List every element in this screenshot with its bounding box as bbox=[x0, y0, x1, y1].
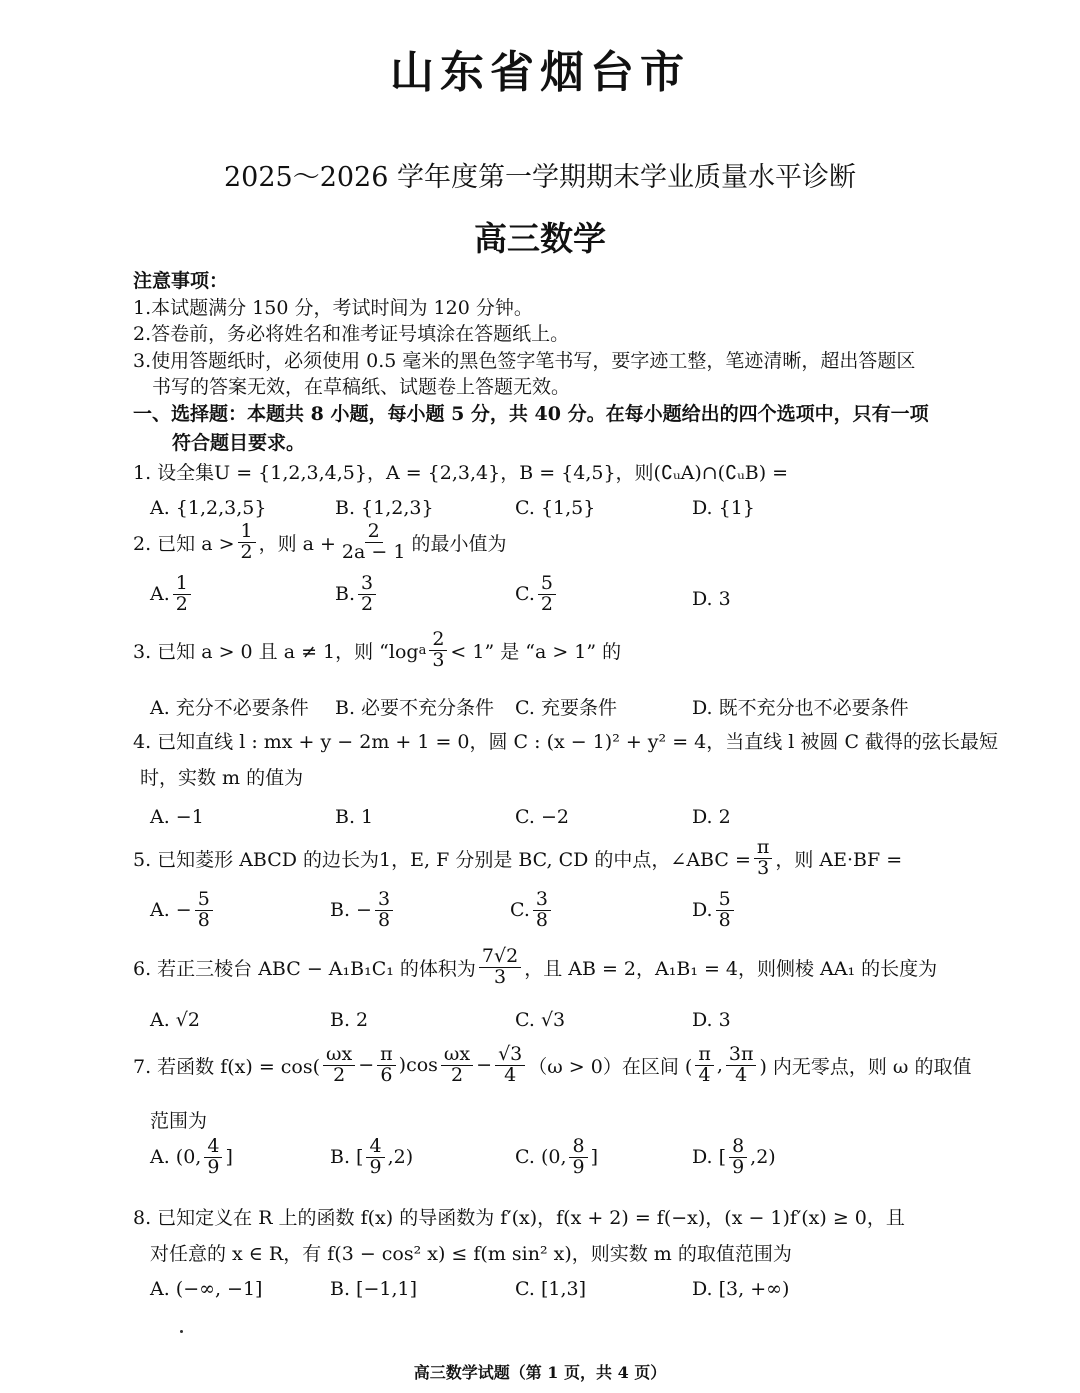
q7-f1-den: 2 bbox=[333, 1063, 346, 1086]
q7-opt-b-post: ,2) bbox=[387, 1146, 414, 1169]
q2-half-den: 2 bbox=[240, 540, 253, 563]
q5-f-den: 3 bbox=[757, 856, 770, 879]
notice-item-3: 3.使用答题纸时，必须使用 0.5 毫米的黑色签字笔书写，要字迹工整，笔迹清晰，超出答题区 bbox=[133, 350, 916, 372]
q7-f3-den: 2 bbox=[450, 1063, 464, 1086]
notice-item-1: 1.本试题满分 150 分，考试时间为 120 分钟。 bbox=[133, 297, 533, 319]
page-footer: 高三数学试题（第 1 页，共 4 页） bbox=[413, 1363, 667, 1382]
question-7-cont: 范围为 bbox=[150, 1110, 208, 1132]
q1-option-a: A. {1,2,3,5} bbox=[150, 497, 267, 519]
q7-frac-4 bbox=[495, 1045, 525, 1086]
notice-item-2: 2.答卷前，务必将姓名和准考证号填涂在答题纸上。 bbox=[133, 323, 570, 345]
q5-option-c bbox=[510, 890, 554, 931]
q7-option-b bbox=[330, 1137, 413, 1178]
q2-opt-a-num: 1 bbox=[173, 574, 191, 595]
q2-option-c bbox=[515, 574, 559, 615]
q3-option-c: C. 充要条件 bbox=[515, 697, 617, 719]
q3-pre: 3. 已知 a > 0 且 a ≠ 1，则 “log bbox=[133, 640, 419, 663]
q2-fraction bbox=[339, 522, 409, 563]
question-2 bbox=[133, 522, 506, 563]
q5-opt-c-den: 8 bbox=[535, 908, 548, 931]
q2-opt-b-label: B. bbox=[335, 583, 356, 606]
q5-f-num: π bbox=[754, 838, 773, 859]
q8-option-a: A. (−∞, −1] bbox=[150, 1278, 263, 1300]
q7-f5-num: π bbox=[695, 1045, 714, 1066]
q3-post: < 1” 是 “a > 1” 的 bbox=[450, 640, 622, 663]
q7-frac-5 bbox=[695, 1045, 714, 1086]
q7-f5-den: 4 bbox=[698, 1063, 711, 1086]
q2-opt-c-frac bbox=[538, 574, 556, 615]
q2-opt-b-den: 2 bbox=[361, 592, 374, 615]
q4-option-c: C. −2 bbox=[515, 806, 569, 828]
q2-option-a bbox=[150, 574, 194, 615]
q2-opt-a-frac bbox=[173, 574, 191, 615]
q7-opt-d-frac bbox=[729, 1137, 747, 1178]
q7-opt-d-post: ,2) bbox=[750, 1146, 776, 1169]
q7-opt-c-frac bbox=[569, 1137, 587, 1178]
q5-opt-d-num: 5 bbox=[716, 890, 734, 911]
q7-option-d bbox=[692, 1137, 776, 1178]
q7-mid-2: （ω > 0）在区间 ( bbox=[528, 1055, 693, 1078]
q4-option-d: D. 2 bbox=[692, 806, 731, 828]
q2-mid: ，则 a + bbox=[258, 532, 336, 555]
q5-opt-c-label: C. bbox=[510, 899, 530, 922]
q6-option-d: D. 3 bbox=[692, 1009, 731, 1031]
q6-post: ，且 AB = 2，A₁B₁ = 4，则侧棱 AA₁ 的长度为 bbox=[524, 957, 938, 980]
section-heading-cont: 符合题目要求。 bbox=[172, 432, 306, 454]
q7-opt-c-post: ] bbox=[590, 1146, 598, 1169]
q7-frac-1 bbox=[323, 1045, 355, 1086]
question-4: 4. 已知直线 l : mx + y − 2m + 1 = 0，圆 C : (x − 1)² + y² = 4，当直线 l 被圆 C 截得的弦长最短 bbox=[133, 731, 999, 753]
q5-opt-b-frac bbox=[375, 890, 393, 931]
q7-comma: , bbox=[716, 1054, 723, 1077]
q5-opt-d-label: D. bbox=[692, 899, 713, 922]
question-6 bbox=[133, 947, 937, 988]
q5-opt-a-num: 5 bbox=[195, 890, 213, 911]
q8-option-b: B. [−1,1] bbox=[330, 1278, 418, 1300]
q7-minus-2: − bbox=[476, 1054, 493, 1077]
q5-post: ，则 AE·BF = bbox=[775, 848, 903, 871]
exam-title: 2025～2026 学年度第一学期期末学业质量水平诊断 bbox=[223, 162, 856, 193]
q1-option-b: B. {1,2,3} bbox=[335, 497, 434, 519]
q7-mid: )cos bbox=[398, 1054, 438, 1077]
q5-opt-c-frac bbox=[533, 890, 551, 931]
question-5 bbox=[133, 838, 902, 879]
q7-frac-2 bbox=[377, 1045, 396, 1086]
q7-post: ) 内无零点，则 ω 的取值 bbox=[759, 1055, 972, 1078]
q4-option-a: A. −1 bbox=[150, 806, 204, 828]
q2-opt-c-num: 5 bbox=[538, 574, 556, 595]
q7-f4-num: √3 bbox=[495, 1045, 525, 1066]
q1-option-c: C. {1,5} bbox=[515, 497, 596, 519]
q3-fraction bbox=[429, 630, 447, 671]
q8-option-c: C. [1,3] bbox=[515, 1278, 586, 1300]
q3-log-base: a bbox=[418, 642, 427, 658]
q7-minus-1: − bbox=[358, 1054, 375, 1077]
q2-opt-c-label: C. bbox=[515, 583, 535, 606]
q2-pre: 2. 已知 a > bbox=[133, 532, 235, 555]
subject-title: 高三数学 bbox=[474, 219, 606, 258]
q7-frac-6 bbox=[726, 1045, 757, 1086]
q5-option-b bbox=[330, 890, 396, 931]
q7-opt-a-pre: A. (0, bbox=[150, 1146, 202, 1169]
stray-dot bbox=[180, 1330, 183, 1333]
q5-opt-a-label: A. − bbox=[150, 899, 192, 922]
question-7 bbox=[133, 1045, 971, 1086]
q3-f-den: 3 bbox=[432, 648, 445, 671]
q2-f-num: 2 bbox=[365, 522, 383, 543]
q3-option-b: B. 必要不充分条件 bbox=[335, 697, 495, 719]
q2-opt-b-frac bbox=[358, 574, 376, 615]
q6-fraction bbox=[479, 947, 521, 988]
q7-opt-c-pre: C. (0, bbox=[515, 1146, 567, 1169]
q5-pre: 5. 已知菱形 ABCD 的边长为1，E, F 分别是 BC, CD 的中点，∠ABC = bbox=[133, 848, 751, 871]
q7-opt-d-num: 8 bbox=[729, 1137, 747, 1158]
q5-opt-d-den: 8 bbox=[718, 908, 731, 931]
section-heading: 一、选择题：本题共 8 小题，每小题 5 分，共 40 分。在每小题给出的四个选项中，只有一项 bbox=[133, 403, 929, 425]
q2-opt-b-num: 3 bbox=[358, 574, 376, 595]
q7-opt-d-den: 9 bbox=[732, 1155, 745, 1178]
q5-opt-c-num: 3 bbox=[533, 890, 551, 911]
q7-f6-den: 4 bbox=[735, 1063, 748, 1086]
q7-opt-b-den: 9 bbox=[369, 1155, 382, 1178]
question-1: 1. 设全集U = {1,2,3,4,5}，A = {2,3,4}，B = {4,5}，则(∁ᵤA)∩(∁ᵤB) = bbox=[133, 462, 789, 484]
q7-opt-b-num: 4 bbox=[366, 1137, 384, 1158]
notice-item-3-cont: 书写的答案无效，在草稿纸、试题卷上答题无效。 bbox=[152, 376, 571, 398]
q8-option-d: D. [3, +∞) bbox=[692, 1278, 790, 1300]
q3-option-d: D. 既不充分也不必要条件 bbox=[692, 697, 909, 719]
q5-opt-a-frac bbox=[195, 890, 213, 931]
q5-opt-b-label: B. − bbox=[330, 899, 372, 922]
q5-opt-b-num: 3 bbox=[375, 890, 393, 911]
q6-option-b: B. 2 bbox=[330, 1009, 369, 1031]
q7-f2-den: 6 bbox=[380, 1063, 393, 1086]
question-8: 8. 已知定义在 R 上的函数 f(x) 的导函数为 f′(x)，f(x + 2) = f(−x)，(x − 1)f′(x) ≥ 0，且 bbox=[133, 1207, 905, 1229]
q7-option-c bbox=[515, 1137, 598, 1178]
q5-opt-a-den: 8 bbox=[197, 908, 210, 931]
question-4-cont: 时，实数 m 的值为 bbox=[140, 767, 304, 789]
q6-option-a: A. √2 bbox=[150, 1009, 200, 1031]
city-heading: 山东省烟台市 bbox=[390, 47, 690, 98]
notice-heading: 注意事项： bbox=[133, 270, 229, 292]
q2-option-d: D. 3 bbox=[692, 588, 731, 610]
q7-option-a bbox=[150, 1137, 233, 1178]
q2-post: 的最小值为 bbox=[411, 532, 507, 555]
q6-f-den: 3 bbox=[494, 965, 507, 988]
q3-option-a: A. 充分不必要条件 bbox=[150, 697, 309, 719]
q1-option-d: D. {1} bbox=[692, 497, 755, 519]
q2-f-den: 2a − 1 bbox=[341, 540, 406, 563]
q3-f-num: 2 bbox=[429, 630, 447, 651]
q7-opt-a-post: ] bbox=[225, 1146, 233, 1169]
q2-opt-a-den: 2 bbox=[175, 592, 188, 615]
q7-pre: 7. 若函数 f(x) = cos( bbox=[133, 1055, 321, 1078]
q7-opt-c-den: 9 bbox=[572, 1155, 585, 1178]
q7-opt-b-frac bbox=[366, 1137, 384, 1178]
q6-pre: 6. 若正三棱台 ABC − A₁B₁C₁ 的体积为 bbox=[133, 957, 476, 980]
q7-f2-num: π bbox=[377, 1045, 396, 1066]
q5-option-a bbox=[150, 890, 216, 931]
q7-opt-a-frac bbox=[204, 1137, 222, 1178]
q2-opt-a-label: A. bbox=[150, 583, 170, 606]
q5-opt-b-den: 8 bbox=[377, 908, 391, 931]
q7-opt-a-den: 9 bbox=[207, 1155, 220, 1178]
q7-f6-num: 3π bbox=[726, 1045, 757, 1066]
q5-fraction bbox=[754, 838, 773, 879]
q7-f1-num: ωx bbox=[323, 1045, 355, 1066]
q2-option-b bbox=[335, 574, 379, 615]
q7-frac-3 bbox=[441, 1045, 473, 1086]
q2-opt-c-den: 2 bbox=[540, 592, 553, 615]
q7-opt-b-pre: B. [ bbox=[330, 1146, 364, 1169]
q4-option-b: B. 1 bbox=[335, 806, 374, 828]
q7-opt-a-num: 4 bbox=[204, 1137, 222, 1158]
q7-f4-den: 4 bbox=[504, 1063, 517, 1086]
q7-opt-d-pre: D. [ bbox=[692, 1146, 727, 1169]
q7-f3-num: ωx bbox=[441, 1045, 473, 1066]
q5-opt-d-frac bbox=[716, 890, 734, 931]
q7-opt-c-num: 8 bbox=[569, 1137, 587, 1158]
q5-option-d bbox=[692, 890, 737, 931]
question-8-cont: 对任意的 x ∈ R，有 f(3 − cos² x) ≤ f(m sin² x)，则实数 m 的取值范围为 bbox=[150, 1243, 792, 1265]
question-3 bbox=[133, 630, 621, 671]
q2-half-num: 1 bbox=[238, 522, 256, 543]
q6-option-c: C. √3 bbox=[515, 1009, 566, 1031]
q2-fraction-half bbox=[238, 522, 256, 563]
q6-f-num: 7√2 bbox=[479, 947, 521, 968]
